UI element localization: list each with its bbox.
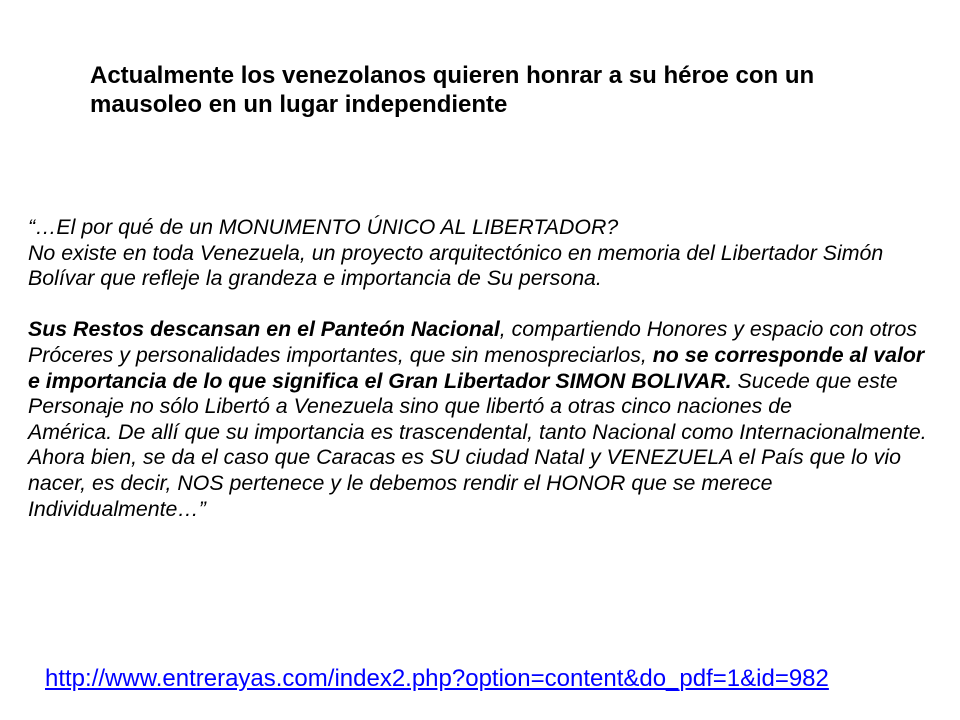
- quote-line: [28, 369, 927, 395]
- quote-line: Individualmente…”: [28, 496, 206, 521]
- quote-block: [28, 215, 927, 522]
- title-line: mausoleo en un lugar independiente: [90, 90, 508, 118]
- quote-text: , compartiendo Honores y espacio con otros: [499, 317, 918, 342]
- quote-line: No existe en toda Venezuela, un proyecto arquitectónico en memoria del Libertador Simón: [28, 240, 884, 265]
- quote-text: Próceres y personalidades importantes, que sin menospreciarlos,: [28, 342, 653, 367]
- quote-line: América. De allí que su importancia es trascendental, tanto Nacional como Internacionalmente.: [28, 419, 927, 444]
- source-link[interactable]: http://www.entrerayas.com/index2.php?option=content&do_pdf=1&id=982: [45, 665, 829, 692]
- quote-line: Bolívar que refleje la grandeza e importancia de Su persona.: [28, 266, 602, 291]
- slide-title: [90, 62, 814, 120]
- quote-paragraph: [28, 215, 927, 292]
- quote-text: Sucede que este: [731, 368, 898, 393]
- quote-bold-text: e importancia de lo que significa el Gran Libertador SIMON BOLIVAR.: [28, 368, 732, 393]
- quote-bold-text: no se corresponde al valor: [652, 342, 925, 367]
- quote-line: [28, 317, 927, 343]
- title-line: Actualmente los venezolanos quieren honrar a su héroe con un: [90, 62, 815, 89]
- quote-line: “…El por qué de un MONUMENTO ÚNICO AL LIBERTADOR?: [28, 215, 619, 239]
- quote-paragraph: [28, 317, 927, 522]
- quote-line: Personaje no sólo Libertó a Venezuela sino que libertó a otras cinco naciones de: [28, 394, 792, 419]
- quote-line: Ahora bien, se da el caso que Caracas es SU ciudad Natal y VENEZUELA el País que lo vio: [28, 445, 901, 470]
- quote-bold-text: Sus Restos descansan en el Panteón Nacional: [28, 317, 500, 342]
- quote-line: nacer, es decir, NOS pertenece y le debemos rendir el HONOR que se merece: [28, 470, 773, 495]
- quote-line: [28, 343, 927, 369]
